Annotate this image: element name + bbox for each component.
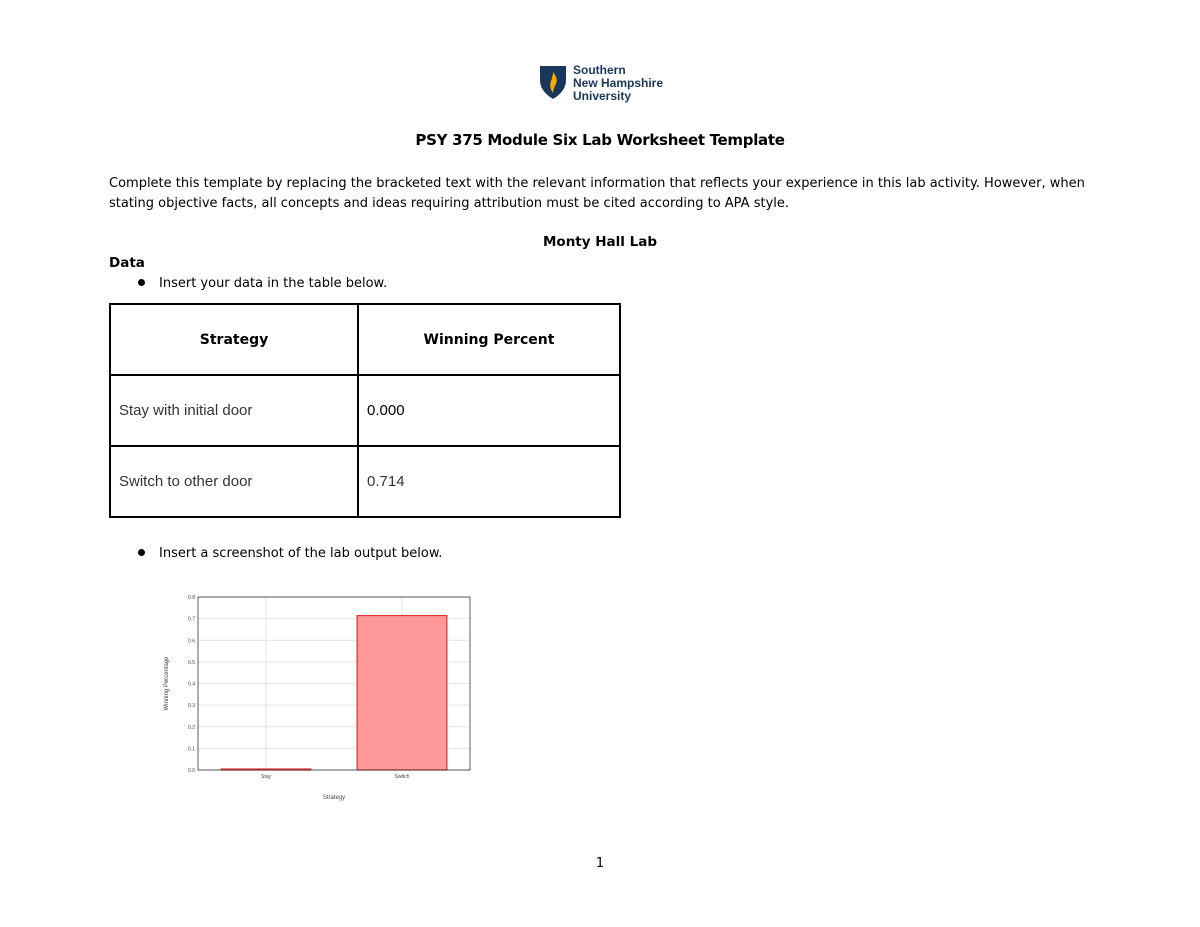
table-cell: Switch to other door <box>110 446 358 517</box>
bullet-dot-icon <box>138 279 145 286</box>
x-tick-label: Switch <box>394 774 410 780</box>
y-tick-label: 0.1 <box>188 746 195 753</box>
y-axis-label: Winning Percentage <box>164 656 170 711</box>
shield-logo-icon <box>538 64 568 100</box>
table-cell: Stay with initial door <box>110 375 358 446</box>
table-row <box>110 446 620 517</box>
table-header-strategy: Strategy <box>110 304 358 375</box>
bullet-dot-icon <box>138 549 145 556</box>
data-heading: Data <box>109 255 145 271</box>
bullet-item-table <box>138 276 387 291</box>
winning-percentage-chart <box>158 590 478 805</box>
y-tick-label: 0.7 <box>188 616 195 623</box>
y-tick-label: 0.3 <box>188 703 195 710</box>
bar-switch <box>357 616 447 770</box>
table-row <box>110 375 620 446</box>
y-tick-label: 0.5 <box>188 659 195 666</box>
bullet-text: Insert a screenshot of the lab output below. <box>159 546 443 561</box>
snhu-logo <box>538 64 668 104</box>
x-tick-label: Stay <box>260 774 272 780</box>
bullet-item-screenshot <box>138 546 442 561</box>
section-title: Monty Hall Lab <box>542 234 657 250</box>
table-header-row <box>110 304 620 375</box>
data-table <box>109 303 621 518</box>
table-header-winning-percent: Winning Percent <box>358 304 620 375</box>
table-cell: 0.714 <box>358 446 620 517</box>
intro-paragraph: Complete this template by replacing the bracketed text with the relevant information that reflects your experience in this lab activity. However, when stating objective facts, all concepts and ideas requiring attribution must be cited according to APA style. <box>109 176 1085 211</box>
logo-wordmark: Southern New Hampshire University <box>573 63 664 103</box>
bullet-text: Insert your data in the table below. <box>159 276 388 291</box>
table-cell: 0.000 <box>358 375 620 446</box>
y-tick-label: 0.4 <box>188 681 195 688</box>
y-tick-label: 0.8 <box>188 595 195 601</box>
x-axis-label: Strategy <box>322 795 346 801</box>
y-tick-label: 0.0 <box>188 768 195 774</box>
y-tick-label: 0.2 <box>188 724 195 731</box>
page-title: PSY 375 Module Six Lab Worksheet Template <box>415 131 785 149</box>
y-tick-label: 0.6 <box>188 638 195 645</box>
page-number: 1 <box>595 856 605 871</box>
